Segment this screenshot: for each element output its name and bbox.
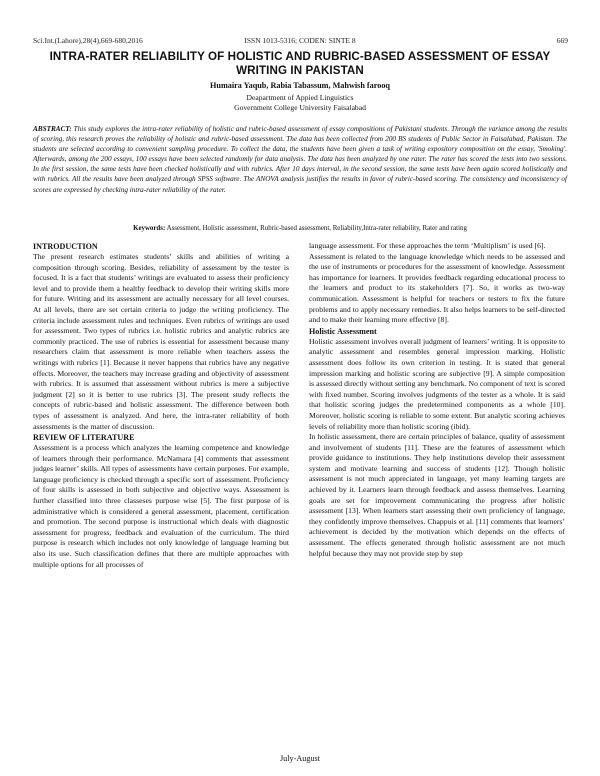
paper-title: INTRA-RATER RELIABILITY OF HOLISTIC AND RUBRIC-BASED ASSESSMENT OF ESSAY WRITING IN PAKISTAN <box>49 50 551 77</box>
journal-citation: Sci.Int.(Lahore),28(4),669-680,2016 <box>33 36 143 45</box>
holistic-assessment-heading: Holistic Assessment <box>309 326 377 336</box>
keywords-text: Assessment, Holistic assessment, Rubric-based assessment, Reliability,Intra-rater reliability, Rater and rating <box>165 225 467 232</box>
keywords-label: Keywords: <box>133 225 166 232</box>
abstract-text: This study explores the intra-rater reliability of holistic and rubric-based assessment of essay compositions of Pakistani students. Through the variance among the results of scoring, this research proves the reliability of holistic and rubric-based assessment. The data has been collected from 200 BS students of Public Sector in Faisalabad, Pakistan. The students are selected according to convenient sampling procedure. To collect the data, the students have been given a task of writing expository composition on the essay, 'Smoking'. Afterwards, among the 200 essays, 100 essays have been selected randomly for data analysis. The data has been analyzed by one rater. The rater has scored the tests into two sessions. In the first session, the same tests have been checked holistically and with rubrics. After 10 days interval, in the second session, the same tests have been again scored holistically and with rubrics. All the results have been analyzed through SPSS software. The ANOVA analysis justifies the results in favor of rubric-based scoring. The consistency and inconsistency of scores are expressed by checking intra-rater reliability of the rater. <box>33 125 567 194</box>
holistic-paragraph-2: In holistic assessment, there are certain principles of balance, quality of assessment and involvement of students [11]. These are the features of assessment which provide guidance to institutions. They help institutions develop their assessment system and motivate learning and success of students [12]. Though holistic assessment is not much appreciated in language, yet many learning targets are achieved by it. Learners learn through feedback and assess themselves. Learning goals are set for improvement communicating the progress after holistic assessment [13]. When learners start assessing their own proficiency of language, they confidently improve themselves. Chappuis et al. [11] comments that learners’ achievement is decided by the motivation which depends on the effects of assessment. The effects generated through holistic assessment are not much helpful because they may not provide step by step <box>309 432 565 558</box>
review-heading: REVIEW OF LITERATURE <box>33 433 135 443</box>
abstract <box>33 124 567 195</box>
affiliation-department: Deapartment of Appied Linguistics <box>246 93 354 102</box>
review-paragraph: Assessment is a process which analyzes the learning competence and knowledge of learners through their performance. McNamara [4] comments that assessment judges learner’ skills. All types of assessments have certain purposes. For example, language proficiency is checked through a specific sort of assessment. Proficiency of four skills is assessed in both subjective and objective ways. Assessment is further classified into three classeses purpose wise [5]. The first purpose of is administrative which is considered a general assessment, placement, certification and promotion. The second purpose is instructional which deals with diagnostic assessment for progress, feedback and evaluation of the curriculum. The third purpose is research which includes not only knowledge of language learning but also its use. Such classification defines that there are multiple approaches with multiple options for all processes of <box>33 443 289 569</box>
issue-footer: July-August <box>279 754 321 763</box>
affiliation-university: Government College University Faisalabad <box>234 103 366 112</box>
holistic-paragraph-1: Holistic assessment involves overall judgment of learners’ writing. It is opposite to analytic assessment and resembles general impression marking. Holistic assessment does follow its own criterion in testing. It is stated that general impression marking and holistic scoring are subjective [9]. A simple composition is assessed directly without setting any benchmark. No component of text is scored with fixed number. Scoring involves judgments of the tester as a whole. It is said that holistic scoring judges the predetermined components as a whole [10]. Moreover, holistic scoring is reliable to some extent. But analytic scoring achieves levels of reliability more than holistic scoring (ibid). <box>309 336 565 431</box>
left-column <box>33 241 289 570</box>
page-number: 669 <box>556 36 568 45</box>
issn-line: ISSN 1013-5316; CODEN: SINTE 8 <box>244 36 356 45</box>
right-column <box>309 241 565 559</box>
author-list: Humaira Yaqub, Rabia Tabassum, Mahwish farooq <box>210 81 390 90</box>
introduction-heading: INTRODUCTION <box>33 242 98 251</box>
abstract-label: ABSTRACT: <box>33 125 72 133</box>
assessment-paragraph: Assessment is related to the language knowledge which needs to be assessed and the use of instruments or procedures for the assessment of knowledge. Assessment has importance for learners. It provides feedback regarding educational process to the learners and product to its stakeholders [7]. So, it works as two-way communication. Assessment is helpful for teachers or testers to fix the future problems and to apply necessary remedies. It also helps learners to be self-directed and to make their learning more effective [8]. <box>309 251 565 325</box>
keywords <box>0 225 600 232</box>
introduction-paragraph: The present research estimates students’ skills and abilities of writing a composition through scoring. Besides, reliability of assessment by the tester is focused. It is a fact that students’ writings are evaluated to assess their proficiency level and to provide them a healthy feedback to develop their writing skills more for future. Writing and its assessment are actually necessary for all level courses. At all levels, there are set certain criteria to judge the writing proficiency. The criteria include assessment rules and techniques. Even rubrics of writings are used for assessment. Two types of rubrics i.e. holistic rubrics and analytic rubrics are commonly practiced. The use of rubrics is essential for assessment because many researchers claim that assessment is more reliable when teachers assess the writings with rubrics [1]. Because it never happens that rubrics have any negative effects. Moreover, the teachers may increase grading and objectivity of assessment with rubrics. It is assumed that assessment without rubrics is mere a subjective judgment [2] so it is better to use rubrics [3]. The present study reflects the concepts of rubric-based and holistic assessment. The difference between both types of assessment is analyzed. And here, the intra-rater reliability of both assessments is the matter of discussion. <box>33 252 289 431</box>
review-continuation-paragraph: language assessment. For these approaches the term ‘Multiplism’ is used [6]. <box>309 241 546 250</box>
